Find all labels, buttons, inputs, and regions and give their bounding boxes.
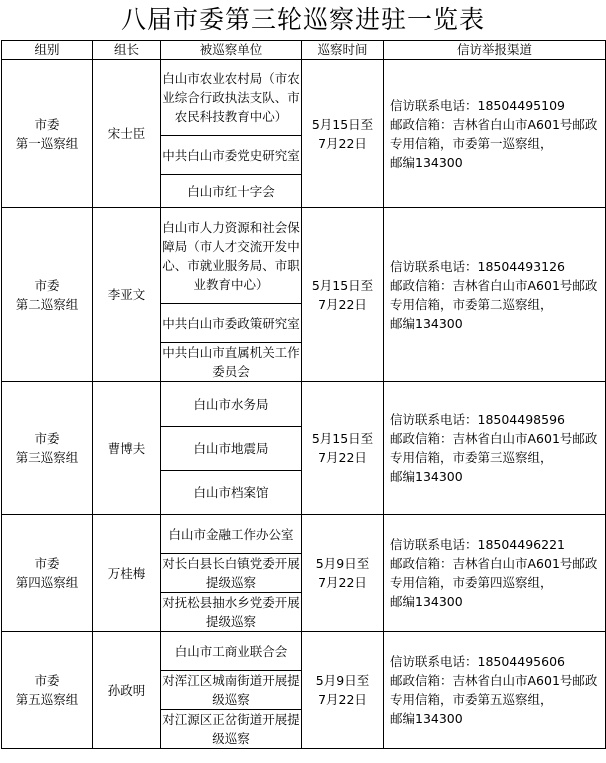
time-start: 5月9日至 (315, 673, 370, 688)
leader-cell: 宋士臣 (93, 60, 161, 208)
unit-cell: 中共白山市委党史研究室 (161, 136, 302, 175)
table-row (2, 382, 606, 427)
unit-cell: 白山市水务局 (161, 382, 302, 427)
group-name-line2: 第三巡察组 (15, 450, 79, 465)
time-start: 5月9日至 (315, 556, 370, 571)
page-title: 八届市委第三轮巡察进驻一览表 (120, 5, 485, 34)
contact-phone: 信访联系电话：18504495109 (390, 97, 565, 113)
header-group: 组别 (2, 41, 93, 60)
contact-postcode: 邮编134300 (390, 154, 463, 170)
leader-cell: 万桂梅 (93, 515, 161, 632)
header-time: 巡察时间 (302, 41, 384, 60)
time-start: 5月15日至 (311, 431, 374, 446)
time-cell (302, 382, 384, 515)
unit-cell: 对抚松县抽水乡党委开展提级巡察 (161, 593, 302, 632)
header-leader: 组长 (93, 41, 161, 60)
unit-cell: 白山市地震局 (161, 427, 302, 471)
group-name-cell (2, 632, 93, 749)
time-end: 7月22日 (318, 296, 367, 312)
unit-cell: 中共白山市直属机关工作委员会 (161, 343, 302, 382)
time-cell (302, 515, 384, 632)
group-name-cell (2, 60, 93, 208)
contact-postcode: 邮编134300 (390, 594, 463, 609)
unit-cell: 白山市金融工作办公室 (161, 515, 302, 554)
contact-cell (384, 515, 606, 632)
table-row (2, 632, 606, 671)
time-cell (302, 208, 384, 382)
unit-cell: 白山市工商业联合会 (161, 632, 302, 671)
group-name-line1: 市委 (34, 116, 60, 132)
contact-cell (384, 208, 606, 382)
group-name-line2: 第五巡察组 (15, 692, 79, 707)
unit-cell: 白山市档案馆 (161, 471, 302, 515)
time-end: 7月22日 (318, 135, 367, 151)
contact-phone: 信访联系电话：18504496221 (390, 537, 565, 552)
leader-cell: 孙政明 (93, 632, 161, 749)
table-row (2, 60, 606, 136)
time-cell (302, 632, 384, 749)
group-name-line1: 市委 (34, 277, 60, 293)
contact-mail: 邮政信箱：吉林省白山市A601号邮政专用信箱，市委第三巡察组， (390, 431, 598, 465)
time-end: 7月22日 (318, 692, 367, 707)
unit-cell: 中共白山市委政策研究室 (161, 304, 302, 343)
group-name-line2: 第四巡察组 (15, 575, 79, 590)
group-name-line1: 市委 (34, 431, 60, 446)
time-end: 7月22日 (318, 450, 367, 465)
header-units: 被巡察单位 (161, 41, 302, 60)
contact-phone: 信访联系电话：18504493126 (390, 258, 565, 274)
contact-mail: 邮政信箱：吉林省白山市A601号邮政专用信箱，市委第五巡察组， (390, 673, 598, 707)
unit-cell: 白山市红十字会 (161, 175, 302, 208)
contact-mail: 邮政信箱：吉林省白山市A601号邮政专用信箱，市委第一巡察组， (390, 116, 598, 151)
contact-cell (384, 382, 606, 515)
group-name-cell (2, 208, 93, 382)
header-channel: 信访举报渠道 (384, 41, 606, 60)
leader-cell: 李亚文 (93, 208, 161, 382)
inspection-table (1, 40, 606, 749)
contact-cell (384, 632, 606, 749)
time-end: 7月22日 (318, 575, 367, 590)
unit-cell: 白山市人力资源和社会保障局（市人才交流开发中心、市就业服务局、市职业教育中心） (161, 208, 302, 304)
contact-phone: 信访联系电话：18504495606 (390, 654, 565, 669)
table-row (2, 208, 606, 304)
leader-cell: 曹博夫 (93, 382, 161, 515)
group-name-line1: 市委 (34, 673, 60, 688)
contact-postcode: 邮编134300 (390, 315, 463, 331)
contact-postcode: 邮编134300 (390, 711, 463, 726)
contact-mail: 邮政信箱：吉林省白山市A601号邮政专用信箱，市委第四巡察组， (390, 556, 598, 590)
group-name-cell (2, 382, 93, 515)
unit-cell: 白山市农业农村局（市农业综合行政执法支队、市农民科技教育中心） (161, 60, 302, 136)
group-name-line1: 市委 (34, 556, 60, 571)
contact-phone: 信访联系电话：18504498596 (390, 412, 565, 427)
contact-mail: 邮政信箱：吉林省白山市A601号邮政专用信箱，市委第二巡察组， (390, 277, 598, 312)
table-row (2, 515, 606, 554)
header-row (2, 41, 606, 60)
contact-postcode: 邮编134300 (390, 469, 463, 484)
time-cell (302, 60, 384, 208)
group-name-line2: 第二巡察组 (15, 296, 79, 312)
unit-cell: 对长白县长白镇党委开展提级巡察 (161, 554, 302, 593)
group-name-line2: 第一巡察组 (15, 135, 79, 151)
group-name-cell (2, 515, 93, 632)
unit-cell: 对江源区正岔街道开展提级巡察 (161, 710, 302, 749)
time-start: 5月15日至 (311, 116, 374, 132)
contact-cell (384, 60, 606, 208)
time-start: 5月15日至 (311, 277, 374, 293)
unit-cell: 对浑江区城南街道开展提级巡察 (161, 671, 302, 710)
